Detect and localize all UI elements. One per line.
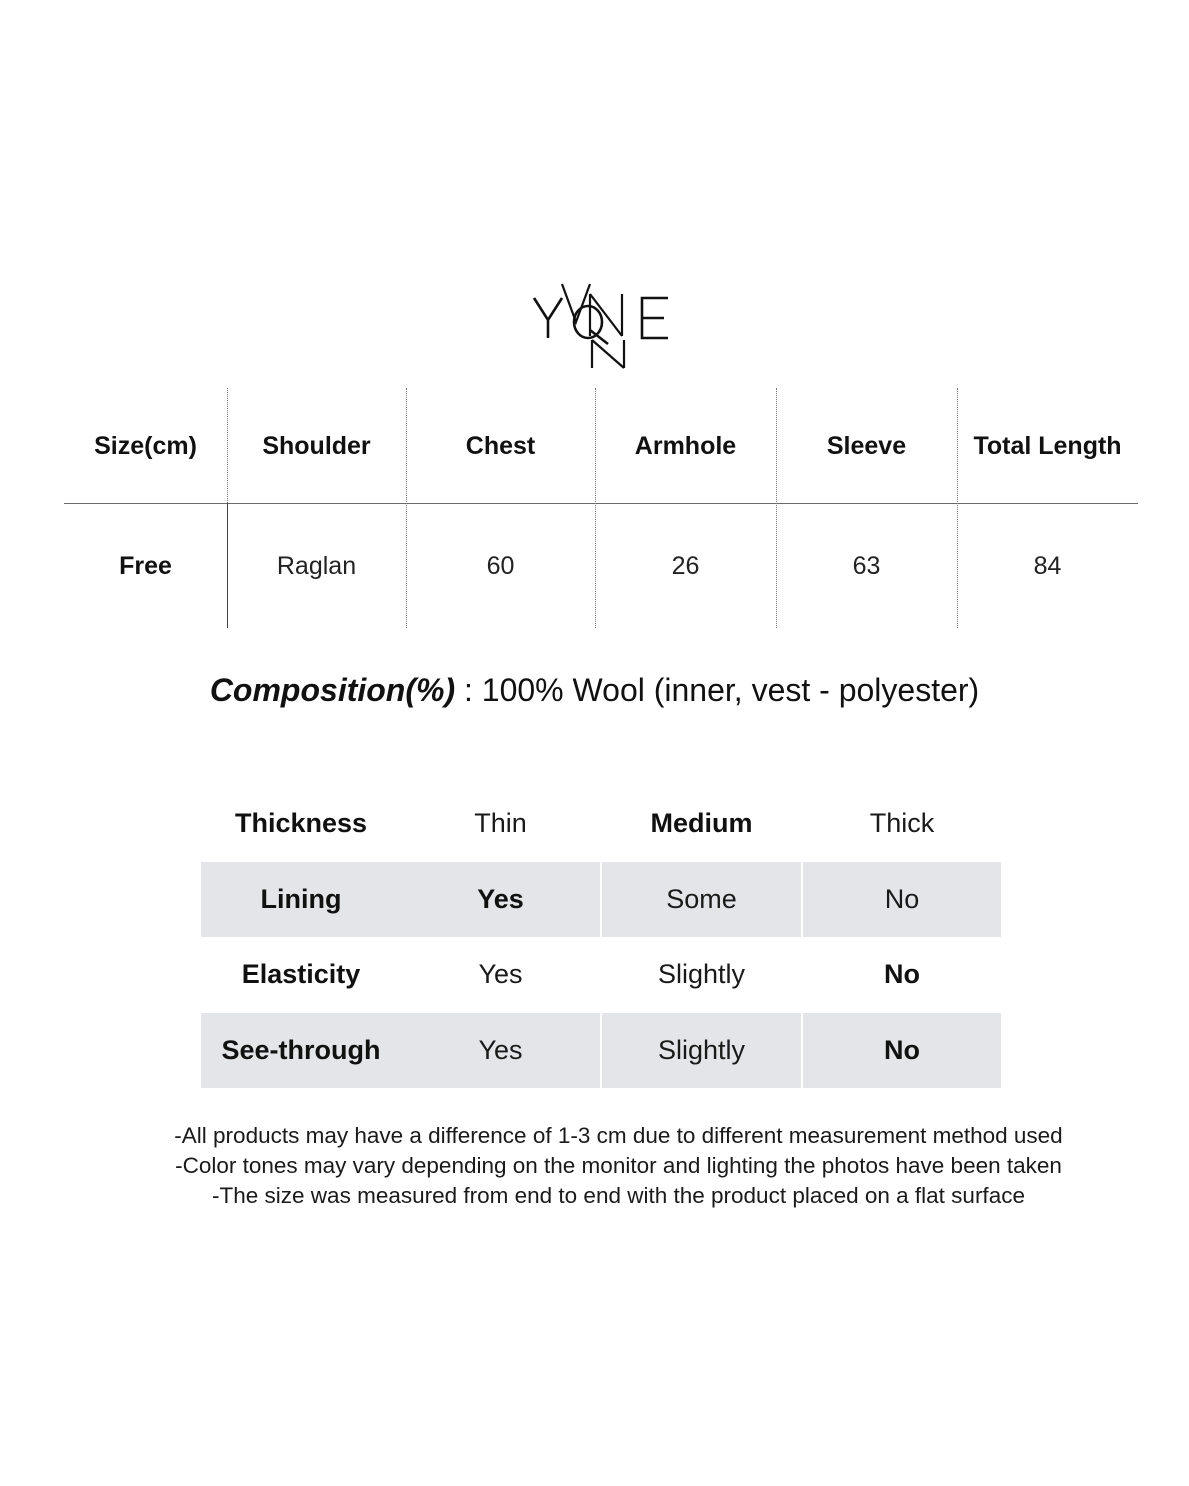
first-column-divider <box>227 503 228 628</box>
fabric-option: Medium <box>650 808 753 838</box>
composition-label: Composition(%) <box>209 672 456 708</box>
fabric-option: Thin <box>474 808 527 838</box>
armhole-value: 26 <box>671 552 700 580</box>
size-header-chest: Chest <box>465 432 536 460</box>
fabric-option: Thick <box>869 808 935 838</box>
column-divider <box>406 388 407 628</box>
fabric-option: Slightly <box>602 1013 801 1089</box>
total-length-value: 84 <box>1033 552 1062 580</box>
fabric-row-elasticity <box>201 937 1001 1013</box>
shoulder-value: Raglan <box>276 552 357 580</box>
size-table-header <box>64 388 1138 508</box>
composition-line <box>0 672 1189 709</box>
fabric-option: No <box>803 862 1001 938</box>
size-table-header-divider <box>64 503 1138 504</box>
disclaimer-notes <box>0 1121 1189 1211</box>
size-header-size: Size(cm) <box>94 432 197 460</box>
composition-separator: : <box>455 672 482 708</box>
fabric-option: Slightly <box>657 959 746 989</box>
column-divider <box>595 388 596 628</box>
size-header-armhole: Armhole <box>634 432 737 460</box>
composition-value: 100% Wool (inner, vest - polyester) <box>481 672 980 708</box>
fabric-option: No <box>803 1013 1001 1089</box>
column-divider <box>957 388 958 628</box>
chest-value: 60 <box>486 552 515 580</box>
fabric-option: Yes <box>401 862 600 938</box>
fabric-row-lining <box>201 862 1001 938</box>
fabric-option: Yes <box>478 959 523 989</box>
fabric-row-label: Thickness <box>234 808 368 838</box>
fabric-row-label: Elasticity <box>241 959 361 989</box>
column-divider <box>776 388 777 628</box>
sleeve-value: 63 <box>852 552 881 580</box>
size-header-shoulder: Shoulder <box>262 432 371 460</box>
note-line: -All products may have a difference of 1-3 cm due to different measurement method used <box>174 1123 1063 1148</box>
brand-logo-mark <box>528 278 678 374</box>
fabric-row-see-through <box>201 1013 1001 1089</box>
size-value: Free <box>119 552 172 580</box>
note-line: -The size was measured from end to end with the product placed on a flat surface <box>212 1183 1025 1208</box>
fabric-row-label: Lining <box>201 862 401 938</box>
size-header-sleeve: Sleeve <box>826 432 907 460</box>
fabric-properties-table <box>201 786 1001 1088</box>
size-table <box>64 388 1138 628</box>
fabric-option: Yes <box>401 1013 600 1089</box>
fabric-row-thickness <box>201 786 1001 862</box>
column-divider <box>227 388 228 503</box>
brand-logo <box>528 278 678 374</box>
fabric-row-label: See-through <box>201 1013 401 1089</box>
note-line: -Color tones may vary depending on the monitor and lighting the photos have been taken <box>175 1153 1062 1178</box>
size-header-total-length: Total Length <box>973 432 1122 460</box>
fabric-option: No <box>884 959 920 989</box>
fabric-option: Some <box>602 862 801 938</box>
size-table-row <box>64 508 1138 628</box>
